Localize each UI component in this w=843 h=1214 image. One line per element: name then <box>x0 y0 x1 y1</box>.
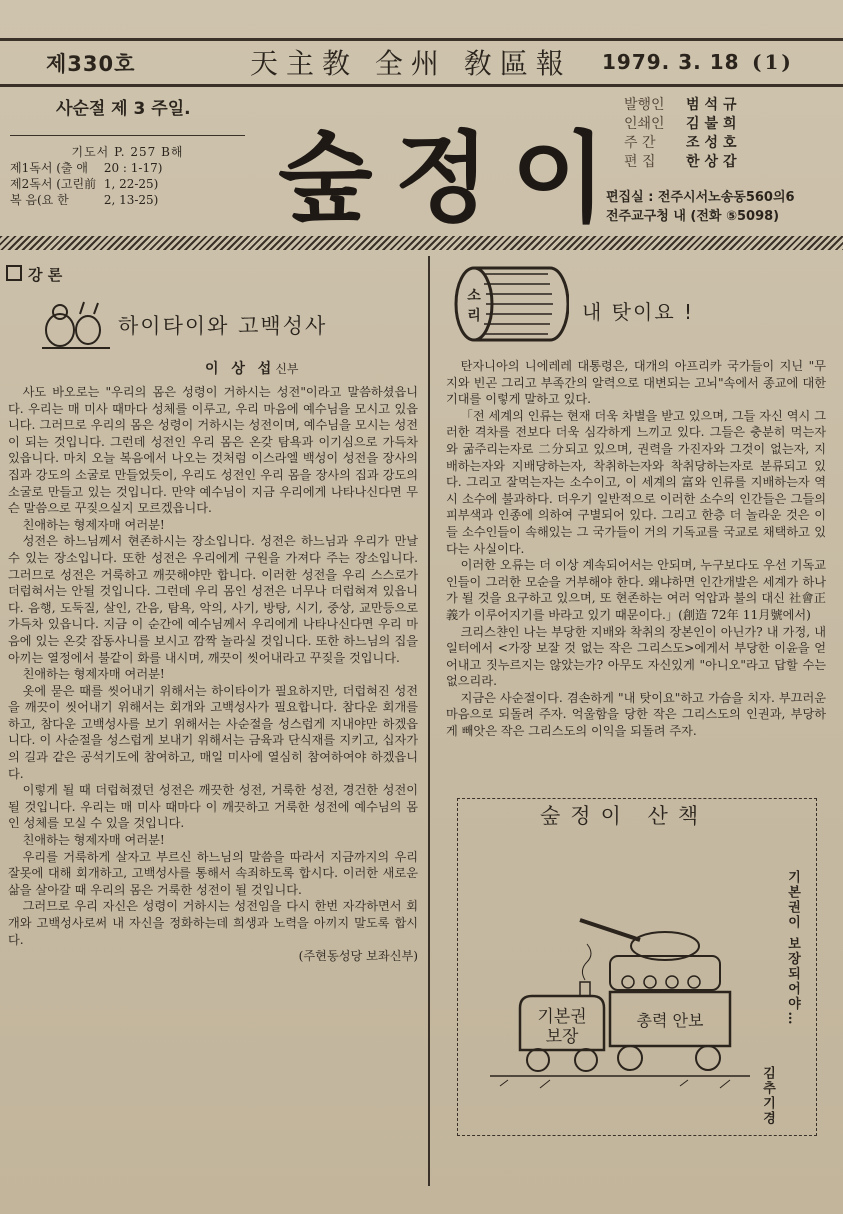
issue-date: 1979. 3. 18 <box>602 50 740 74</box>
page-number: (1) <box>752 50 794 74</box>
paragraph: 사도 바오로는 "우리의 몸은 성령이 거하시는 성전"이라고 말씀하셨읍니다. 우리는 매 미사 때마다 성체를 이루고, 우리 마음에 예수님을 모시고 있읍니다. 그러므로 우리의 몸은 성령이 거하시는 성전이며, 예수님을 모시는 성전이 되는 것입니다. 그런데 성전인 우리 몸은 온갖 탐욕과 이기심으로 가득차 있읍니다. 마치 오늘 복음에서 나오는 것처럼 이스라엘 백성이 성전을 장사의 집과 강도의 소굴로 만들었듯이, 우리도 성전인 우리 몸을 장사의 집과 강도의 소굴로 만들고 있는 것입니다. 만약 예수님이 지금 우리에게 나타나신다면 무슨 말씀으로 꾸짖으실지 모르겠읍니다. <box>8 385 418 516</box>
sermon-body <box>8 384 418 965</box>
staff-row: 발행인 범석규 <box>624 97 742 113</box>
cartoon-caption: 기본권이 보장되어야… <box>785 870 800 1027</box>
column-body <box>446 358 826 740</box>
badge-top-glyph: 소 <box>467 288 481 304</box>
reading-row: 복 음(요 한 2, 13-25) <box>10 193 159 207</box>
paragraph: 성전은 하느님께서 현존하시는 장소입니다. 성전은 하느님과 우리가 만날 수 있는 장소입니다. 또한 성전은 우리에게 구원을 가져다 주는 장소입니다. 그러므로 성전은 거룩하고 깨끗해야만 합니다. 이러한 성전을 우리 스스로가 더럽혀서는 안될 것입니다. 그런데 우리 몸인 성전은 너무나 더럽혀져 있읍니다. 음행, 도둑질, 살인, 간음, 탐욕, 악의, 사기, 방탕, 시기, 중상, 교만등으로 가득차 있읍니다. 지금 이 순간에 예수님께서 우리에게 나타나신다면 우리 마음에 있는 온갖 잡동사니를 보시고 깜짝 놀라실 것입니다. 또한 하느님의 집을 아끼는 열정에서 불같이 화를 내시며, 깨끗이 씻어내라고 꾸짖을 것입니다. <box>8 534 418 665</box>
badge-bottom-glyph: 리 <box>467 308 481 324</box>
sermon-title: 하이타이와 고백성사 <box>118 314 328 338</box>
prayerbook-ref: 기도서 P. 257 B해 <box>71 145 184 159</box>
paragraph: 이러한 오류는 더 이상 계속되어서는 안되며, 누구보다도 우선 기독교인들이 그러한 모순을 거부해야 한다. 왜냐하면 인간개발은 세계가 하나가 될 것을 요구하고 있으며, 또 현존하는 여러 억압과 불의 대신 社會正義가 이루어지기를 바라고 있기 때문이다.」(創造 72年 11月號에서) <box>446 558 826 622</box>
tank-label: 총력 안보 <box>636 1011 704 1030</box>
sermon-signature: (주현동성당 보좌신부) <box>298 949 418 964</box>
issue-number: 제330호 <box>46 52 136 76</box>
editorial-address: 편집실 : 전주시서노송동560의6 전주교구청 내 (전화 ⑤5098) <box>606 190 795 224</box>
paragraph: 친애하는 형제자매 여러분! <box>22 833 165 848</box>
reading-row: 제1독서 (출 애 20 : 1-17) <box>10 161 163 175</box>
masthead-bar <box>0 38 843 84</box>
paragraph: 친애하는 형제자매 여러분! <box>22 667 165 682</box>
car-label-basic-rights: 기본권 <box>537 1007 587 1027</box>
paragraph: 탄자니아의 니에레레 대통령은, 대개의 아프리카 국가들이 지닌 "무지와 빈곤 그리고 부족간의 알력으로 대변되는 고뇌"속에서 종교에 대한 기대를 이렇게 말하고 있다. <box>446 359 826 407</box>
section-box-icon <box>6 265 22 281</box>
liturgical-week: 사순절 제 3 주일. <box>56 99 191 119</box>
column-divider <box>428 256 430 1186</box>
paragraph: 친애하는 형제자매 여러분! <box>22 517 165 532</box>
paragraph: 그러므로 우리 자신은 성령이 거하시는 성전임을 다시 한번 자각하면서 회개와 고백성사로써 내 자신을 정화하는데 희생과 노력을 아끼지 말도록 합시다. <box>8 899 418 947</box>
sori-badge-icon <box>454 264 569 344</box>
paragraph: 지금은 사순절이다. 겸손하게 "내 탓이요"하고 가슴을 치자. 부끄러운 마음으로 되돌려 주자. 억울함을 당한 작은 그리스도의 인권과, 부당하게 빼앗은 작은 그리스도의 이익을 되돌려 주자. <box>446 690 826 739</box>
paragraph: 우리를 거룩하게 살자고 부르신 하느님의 말씀을 따라서 지금까지의 우리 잘못에 대해 회개하고, 고백성사를 통해서 속죄하도록 합시다. 이러한 새로운 삶을 살아갈 때 우리의 몸은 거룩한 성전이 될 것입니다. <box>8 849 418 897</box>
paragraph: 이렇게 될 때 더럽혀졌던 성전은 깨끗한 성전, 거룩한 성전, 경건한 성전이 될 것입니다. 우리는 매 미사 때마다 이 깨끗하고 거룩한 성전에 예수님의 몸인 성체를 모실 수 있을 것입니다. <box>8 783 418 831</box>
staff-row: 편 집 한상갑 <box>624 154 742 170</box>
figures-icon <box>40 300 112 350</box>
column-title: 내 탓이요 ! <box>582 300 695 324</box>
cartoon-drawing <box>480 900 760 1100</box>
reading-row: 제2독서 (고린前 1, 22-25) <box>10 177 159 191</box>
paragraph: 크리스챤인 나는 부당한 지배와 착취의 장본인이 아닌가? 내 가정, 내 일터에서 <가장 보잘 것 없는 작은 그리스도>에게서 부당한 이윤을 얻어내고 짓누르지는 않았는가? 아무도 자신있게 "아니오"라고 답할 수는 없으리라. <box>446 624 826 689</box>
car-label-guarantee: 보장 <box>545 1027 579 1047</box>
staff-list <box>624 96 742 172</box>
staff-row: 인쇄인 김불희 <box>624 116 742 132</box>
header-hatch-rule <box>0 236 843 250</box>
paragraph: 옷에 묻은 때를 씻어내기 위해서는 하이타이가 필요하지만, 더럽혀진 성전을 깨끗이 씻어내기 위해서는 회개와 고백성사가 필요합니다. 참다운 회개를 하고, 참다운 고백성사를 보기 위해서는 사순절을 성스럽게 지내야만 하겠읍니다. 이 사순절을 성스럽게 보내기 위해서는 금육과 단식재를 지키고, 십자가의 길과 같은 공석기도에 참여하고, 매일 미사에 열심히 참여하여야 하겠읍니다. <box>8 683 418 781</box>
cartoon-title: 숲정이 산책 <box>540 804 709 828</box>
paper-name: 天主教 全州 敎區報 <box>250 47 572 80</box>
sermon-byline: 이 상 섭신부 <box>205 361 299 377</box>
section-label: 강 론 <box>6 264 62 285</box>
masthead-rule <box>0 84 843 87</box>
cartoon-author: 김추기경 <box>760 1066 775 1126</box>
paragraph: 「전 세계의 인류는 현재 더욱 차별을 받고 있으며, 그들 자신 역시 그러한 격차를 전보다 더욱 심각하게 느끼고 있다. 그들은 충분히 먹는자와 굶주리는자로 二分되고 있으며, 권력을 가진자와 그것이 없는자, 지배하는자와 지배당하는자, 착취하는자와 착취당하는자로 분류되고 있다. 그리고 잘먹는자는 소수이고, 이 세계의 富와 인류를 지배하는자 역시 소수에 불과하다. 더우기 일반적으로 이러한 소수의 인간들은 그들의 피부색과 인종에 의하여 구별되어 있다. 그리고 한층 더 놀라운 것은 이들 소수인들이 속해있는 그 국가들이 거의 기독교를 국교로 채택하고 있다는 사실이다. <box>446 408 826 556</box>
readings-block <box>10 135 245 208</box>
newspaper-logo: 숲정이 <box>278 122 629 236</box>
staff-row: 주 간 조성호 <box>624 135 742 151</box>
